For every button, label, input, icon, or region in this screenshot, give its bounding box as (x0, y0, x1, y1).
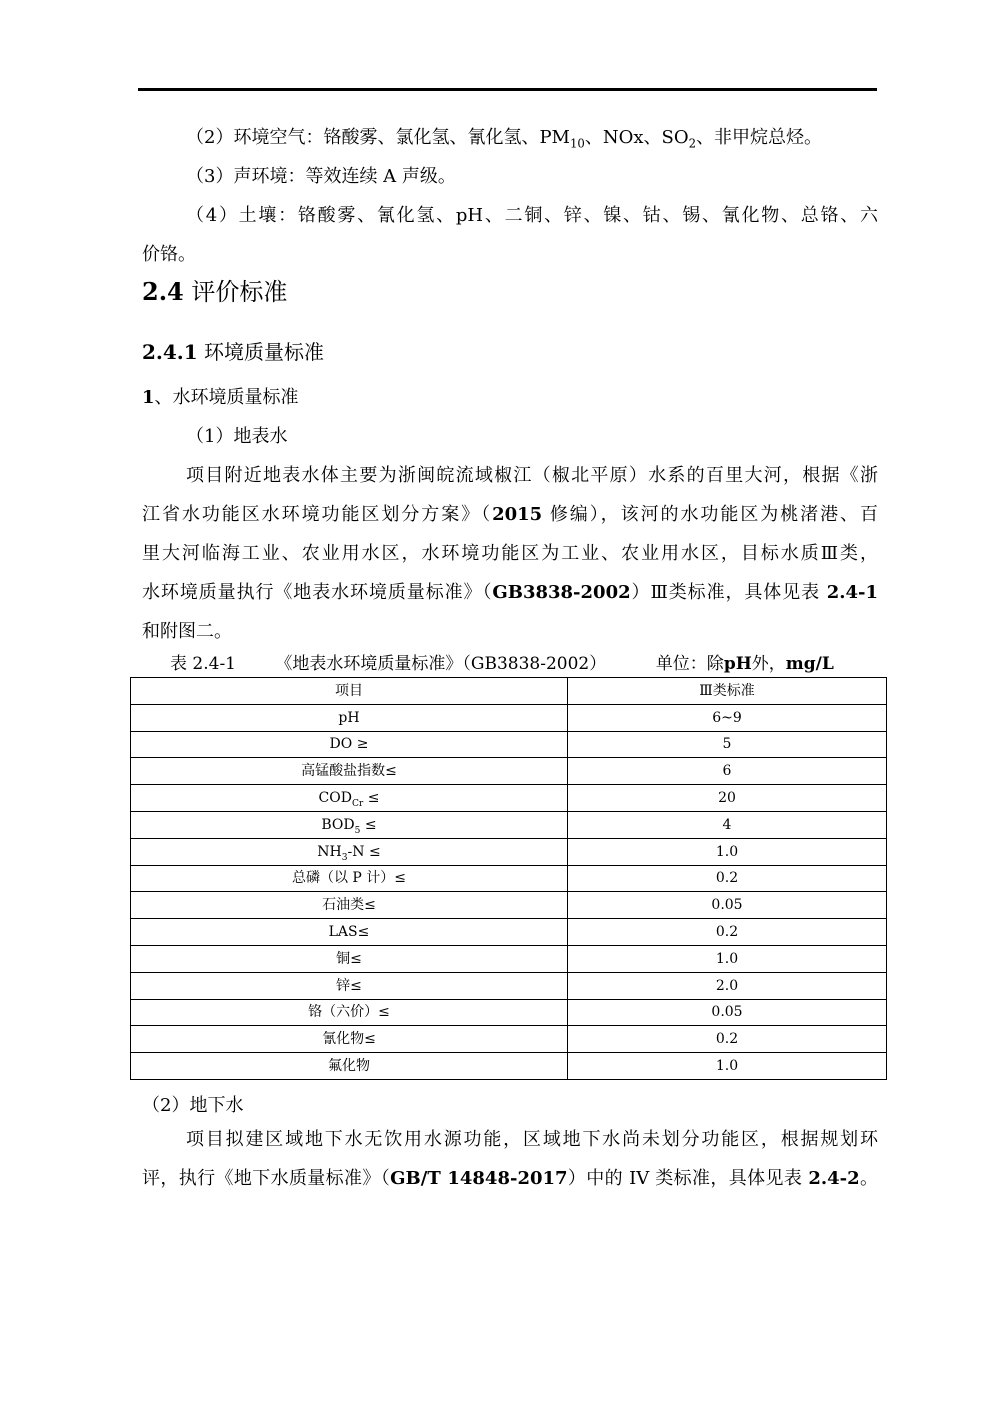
groundwater-line-2 (142, 1159, 878, 1198)
header-item: 项目 (131, 678, 568, 705)
groundwater-heading: （2）地下水 (142, 1095, 244, 1116)
item-number: 1 (142, 387, 155, 408)
surface-water-line-1: 项目附近地表水体主要为浙闽皖流域椒江（椒北平原）水系的百里大河，根据《浙 (186, 465, 878, 486)
table-cell-value: 1.0 (568, 838, 887, 865)
item-suffix: -N ≤ (347, 843, 381, 860)
table-cell-value: 6 (568, 758, 887, 785)
air-text: （2）环境空气：铬酸雾、氯化氢、氰化氢、PM (186, 127, 570, 148)
item-text: 高锰酸盐指数≤ (301, 763, 397, 780)
table-header-row (131, 678, 887, 705)
table-cell-item (131, 865, 568, 892)
table-row (131, 731, 887, 758)
sw-line2-b: 2015 (492, 504, 543, 525)
item-text: 铬（六价）≤ (308, 1004, 390, 1021)
gw-line2-a: 评，执行《地下水质量标准》（ (142, 1168, 391, 1189)
table-cell-item (131, 731, 568, 758)
table-cell-value: 6~9 (568, 704, 887, 731)
item-subscript: 3 (341, 852, 348, 863)
table-cell-value: 1.0 (568, 1053, 887, 1080)
gw-line2-b: GB/T 14848-2017 (390, 1168, 568, 1189)
table-cell-item (131, 1053, 568, 1080)
water-quality-table (130, 677, 887, 1080)
header-rule (138, 88, 877, 91)
groundwater-line-1: 项目拟建区域地下水无饮用水源功能，区域地下水尚未划分功能区，根据规划环 (186, 1129, 878, 1150)
sw-line2-c: 修编），该河的水功能区为桃渚港、百 (542, 504, 878, 525)
air-subscript-2: 2 (688, 136, 697, 151)
table-row (131, 945, 887, 972)
paragraph-ambient-air (142, 118, 878, 157)
table-row (131, 919, 887, 946)
table-cell-value: 0.2 (568, 1026, 887, 1053)
table-cell-item (131, 838, 568, 865)
surface-water-line-2 (142, 495, 878, 534)
table-row (131, 758, 887, 785)
sw-line4-b: GB3838-2002 (492, 582, 631, 603)
table-row (131, 892, 887, 919)
item-subscript: Cr (351, 798, 364, 809)
air-subscript: 10 (570, 136, 585, 151)
table-row (131, 704, 887, 731)
table-row (131, 1053, 887, 1080)
table-row (131, 972, 887, 999)
surface-water-line-4 (142, 573, 878, 612)
table-cell-value: 20 (568, 785, 887, 812)
unit-b: pH (723, 654, 752, 674)
table-cell-value: 1.0 (568, 945, 887, 972)
paragraph-noise: （3）声环境：等效连续 A 声级。 (186, 166, 456, 187)
item-text: pH (338, 709, 360, 726)
table-cell-item (131, 785, 568, 812)
table-row (131, 1026, 887, 1053)
unit-c: 外， (751, 654, 786, 674)
gw-line2-c: ）中的 IV 类标准，具体见表 (567, 1168, 809, 1189)
gw-line2-e: 。 (859, 1168, 879, 1189)
table-row (131, 865, 887, 892)
item-text: BOD (321, 816, 355, 833)
surface-water-line-5: 和附图二。 (142, 621, 232, 642)
table-row (131, 838, 887, 865)
item-text: LAS≤ (328, 924, 370, 941)
item-text: DO ≥ (329, 736, 369, 753)
table-row (131, 811, 887, 838)
air-text-mid: 、NOx、SO (584, 127, 689, 148)
surface-water-heading: （1）地表水 (186, 426, 288, 447)
section-heading (142, 274, 287, 310)
table-unit (656, 651, 834, 677)
item-text: 铜≤ (336, 950, 362, 967)
section-number: 2.4 (142, 277, 184, 306)
table-cell-value: 0.05 (568, 999, 887, 1026)
table-label: 表 2.4-1 (170, 654, 236, 674)
item-text: 氟化物 (328, 1058, 370, 1075)
item-heading (142, 378, 878, 417)
table-cell-item (131, 892, 568, 919)
item-text: 锌≤ (336, 977, 362, 994)
sw-line2-a: 江省水功能区水环境功能区划分方案》（ (142, 504, 493, 525)
item-text: NH (317, 843, 342, 860)
subsection-heading (142, 336, 324, 368)
table-cell-item (131, 919, 568, 946)
sw-line4-a: 水环境质量执行《地表水环境质量标准》（ (142, 582, 493, 603)
item-suffix: ≤ (360, 816, 377, 833)
table-cell-value: 0.05 (568, 892, 887, 919)
table-cell-value: 5 (568, 731, 887, 758)
header-standard: Ⅲ类标准 (568, 678, 887, 705)
table-row (131, 999, 887, 1026)
surface-water-line-3: 里大河临海工业、农业用水区，水环境功能区为工业、农业用水区，目标水质Ⅲ类， (142, 543, 878, 564)
table-cell-item (131, 704, 568, 731)
item-title: 、水环境质量标准 (154, 387, 299, 408)
item-text: COD (318, 790, 352, 807)
gw-line2-d: 2.4-2 (808, 1168, 860, 1189)
paragraph-soil-line-2: 价铬。 (142, 244, 196, 265)
table-cell-item (131, 811, 568, 838)
table-cell-item (131, 1026, 568, 1053)
table-cell-item (131, 972, 568, 999)
table-cell-item (131, 758, 568, 785)
table-caption (170, 651, 860, 677)
air-text-end: 、非甲烷总烃。 (696, 127, 823, 148)
table-cell-value: 0.2 (568, 865, 887, 892)
subsection-title: 环境质量标准 (197, 340, 325, 364)
table-title: 《地表水环境质量标准》（GB3838-2002） (275, 654, 607, 674)
table-cell-value: 0.2 (568, 919, 887, 946)
item-text: 总磷（以 P 计）≤ (291, 870, 407, 887)
sw-line4-c: ）Ⅲ类标准，具体见表 (630, 582, 827, 603)
table-row (131, 785, 887, 812)
item-suffix: ≤ (363, 790, 380, 807)
section-title: 评价标准 (183, 278, 288, 306)
subsection-number: 2.4.1 (142, 340, 198, 364)
sw-line4-d: 2.4-1 (826, 582, 878, 603)
table-cell-item (131, 945, 568, 972)
table-cell-value: 4 (568, 811, 887, 838)
paragraph-soil-line-1: （4）土壤：铬酸雾、氰化氢、pH、二铜、锌、镍、钴、锡、氰化物、总铬、六 (186, 205, 878, 226)
table-cell-item (131, 999, 568, 1026)
item-text: 氰化物≤ (322, 1031, 376, 1048)
table-cell-value: 2.0 (568, 972, 887, 999)
item-text: 石油类≤ (322, 897, 376, 914)
item-subscript: 5 (354, 825, 361, 836)
unit-a: 单位：除 (655, 654, 724, 674)
unit-d: mg/L (785, 654, 834, 674)
